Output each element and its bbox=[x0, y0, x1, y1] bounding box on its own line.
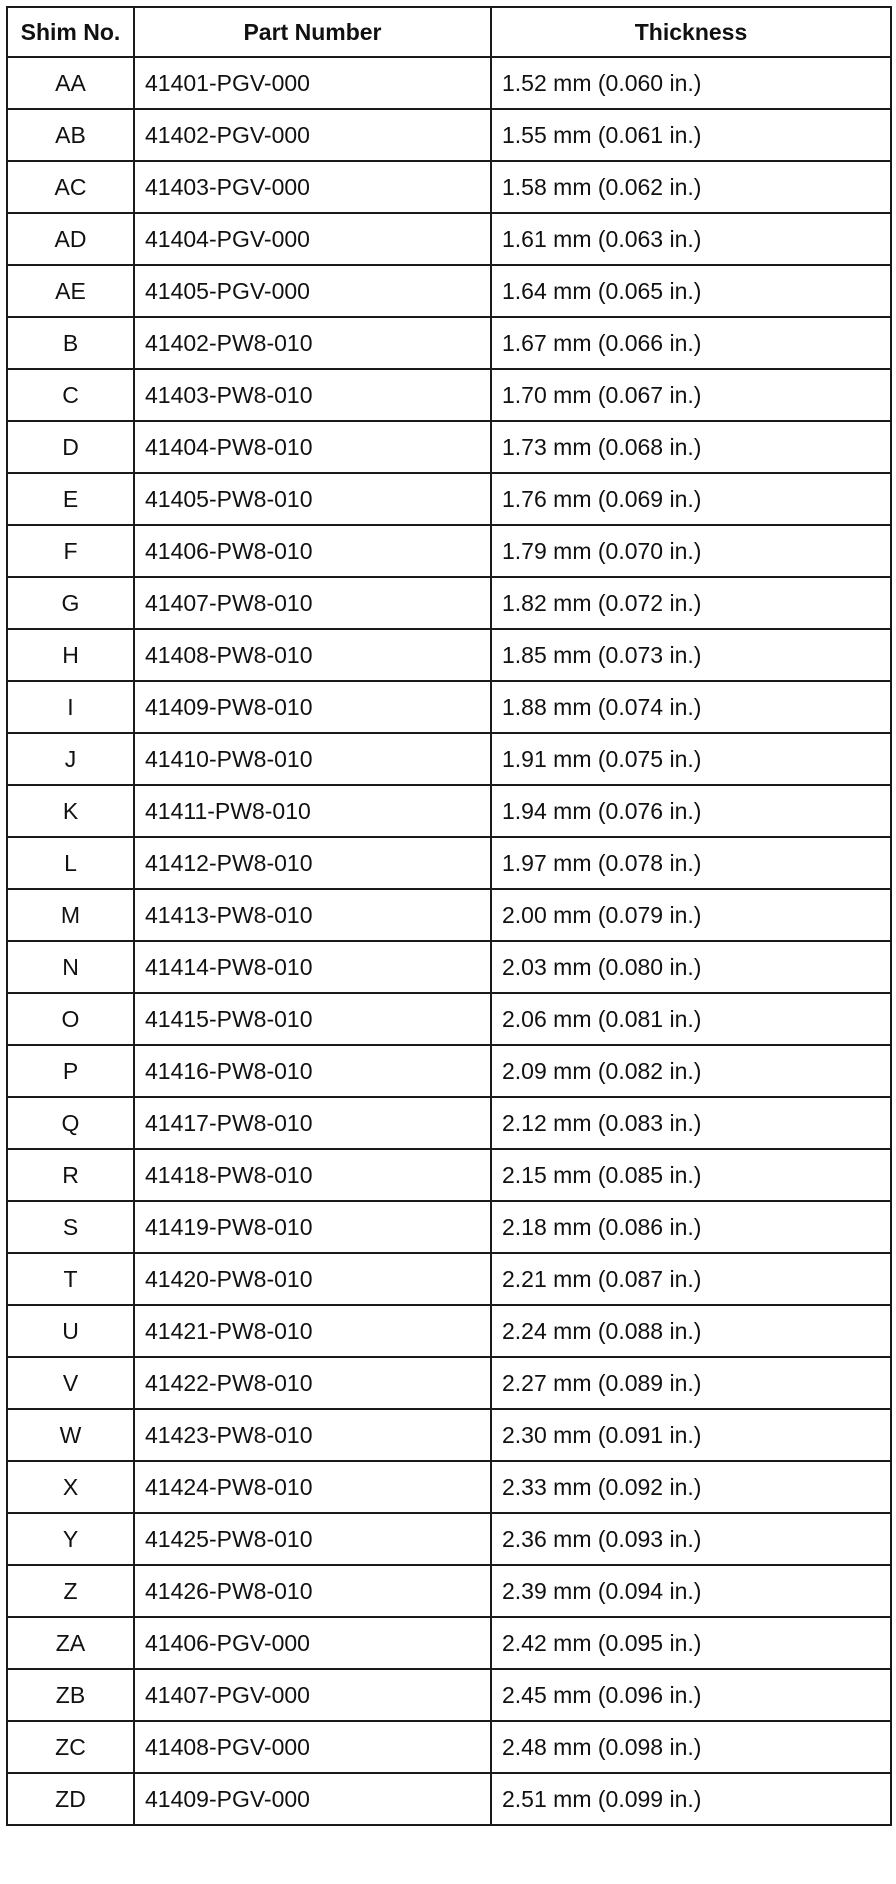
part-number-cell: 41409-PGV-000 bbox=[134, 1773, 491, 1825]
shim-cell: ZA bbox=[7, 1617, 134, 1669]
table-row bbox=[7, 1461, 891, 1513]
thickness-cell: 2.06 mm (0.081 in.) bbox=[491, 993, 891, 1045]
table-row bbox=[7, 57, 891, 109]
part-number-cell: 41406-PW8-010 bbox=[134, 525, 491, 577]
header-row bbox=[7, 7, 891, 57]
shim-cell: U bbox=[7, 1305, 134, 1357]
thickness-cell: 2.33 mm (0.092 in.) bbox=[491, 1461, 891, 1513]
thickness-cell: 1.70 mm (0.067 in.) bbox=[491, 369, 891, 421]
thickness-cell: 1.91 mm (0.075 in.) bbox=[491, 733, 891, 785]
part-number-cell: 41414-PW8-010 bbox=[134, 941, 491, 993]
shim-cell: R bbox=[7, 1149, 134, 1201]
thickness-cell: 2.21 mm (0.087 in.) bbox=[491, 1253, 891, 1305]
table-row bbox=[7, 213, 891, 265]
thickness-cell: 1.79 mm (0.070 in.) bbox=[491, 525, 891, 577]
thickness-cell: 2.12 mm (0.083 in.) bbox=[491, 1097, 891, 1149]
part-number-cell: 41423-PW8-010 bbox=[134, 1409, 491, 1461]
thickness-cell: 2.03 mm (0.080 in.) bbox=[491, 941, 891, 993]
table-row bbox=[7, 1617, 891, 1669]
part-number-cell: 41407-PGV-000 bbox=[134, 1669, 491, 1721]
shim-cell: Z bbox=[7, 1565, 134, 1617]
shim-cell: G bbox=[7, 577, 134, 629]
shim-cell: F bbox=[7, 525, 134, 577]
part-number-cell: 41410-PW8-010 bbox=[134, 733, 491, 785]
thickness-cell: 2.39 mm (0.094 in.) bbox=[491, 1565, 891, 1617]
part-number-cell: 41404-PW8-010 bbox=[134, 421, 491, 473]
table-row bbox=[7, 1149, 891, 1201]
shim-cell: Y bbox=[7, 1513, 134, 1565]
table-row bbox=[7, 1045, 891, 1097]
table-row bbox=[7, 889, 891, 941]
shim-cell: AD bbox=[7, 213, 134, 265]
table-row bbox=[7, 1669, 891, 1721]
shim-table-container bbox=[6, 6, 890, 1826]
thickness-cell: 1.76 mm (0.069 in.) bbox=[491, 473, 891, 525]
table-row bbox=[7, 109, 891, 161]
part-number-cell: 41411-PW8-010 bbox=[134, 785, 491, 837]
shim-cell: ZD bbox=[7, 1773, 134, 1825]
shim-cell: AE bbox=[7, 265, 134, 317]
thickness-cell: 1.97 mm (0.078 in.) bbox=[491, 837, 891, 889]
table-row bbox=[7, 1513, 891, 1565]
shim-cell: V bbox=[7, 1357, 134, 1409]
thickness-cell: 2.18 mm (0.086 in.) bbox=[491, 1201, 891, 1253]
shim-cell: X bbox=[7, 1461, 134, 1513]
part-number-cell: 41418-PW8-010 bbox=[134, 1149, 491, 1201]
table-row bbox=[7, 993, 891, 1045]
table-row bbox=[7, 1253, 891, 1305]
thickness-cell: 2.30 mm (0.091 in.) bbox=[491, 1409, 891, 1461]
thickness-cell: 2.00 mm (0.079 in.) bbox=[491, 889, 891, 941]
table-row bbox=[7, 1201, 891, 1253]
thickness-cell: 2.48 mm (0.098 in.) bbox=[491, 1721, 891, 1773]
table-row bbox=[7, 1773, 891, 1825]
shim-cell: D bbox=[7, 421, 134, 473]
shim-table bbox=[6, 6, 892, 1826]
thickness-cell: 1.94 mm (0.076 in.) bbox=[491, 785, 891, 837]
shim-cell: T bbox=[7, 1253, 134, 1305]
table-row bbox=[7, 941, 891, 993]
header-part-number: Part Number bbox=[134, 7, 491, 57]
part-number-cell: 41403-PW8-010 bbox=[134, 369, 491, 421]
table-row bbox=[7, 837, 891, 889]
thickness-cell: 1.52 mm (0.060 in.) bbox=[491, 57, 891, 109]
table-row bbox=[7, 265, 891, 317]
thickness-cell: 1.82 mm (0.072 in.) bbox=[491, 577, 891, 629]
part-number-cell: 41421-PW8-010 bbox=[134, 1305, 491, 1357]
header-shim-no: Shim No. bbox=[7, 7, 134, 57]
thickness-cell: 1.88 mm (0.074 in.) bbox=[491, 681, 891, 733]
shim-cell: W bbox=[7, 1409, 134, 1461]
thickness-cell: 1.58 mm (0.062 in.) bbox=[491, 161, 891, 213]
table-row bbox=[7, 681, 891, 733]
part-number-cell: 41408-PGV-000 bbox=[134, 1721, 491, 1773]
part-number-cell: 41408-PW8-010 bbox=[134, 629, 491, 681]
shim-cell: K bbox=[7, 785, 134, 837]
table-body bbox=[7, 57, 891, 1825]
shim-cell: S bbox=[7, 1201, 134, 1253]
thickness-cell: 1.61 mm (0.063 in.) bbox=[491, 213, 891, 265]
thickness-cell: 1.85 mm (0.073 in.) bbox=[491, 629, 891, 681]
shim-cell: Q bbox=[7, 1097, 134, 1149]
part-number-cell: 41407-PW8-010 bbox=[134, 577, 491, 629]
thickness-cell: 2.09 mm (0.082 in.) bbox=[491, 1045, 891, 1097]
table-row bbox=[7, 629, 891, 681]
thickness-cell: 2.27 mm (0.089 in.) bbox=[491, 1357, 891, 1409]
part-number-cell: 41402-PW8-010 bbox=[134, 317, 491, 369]
thickness-cell: 2.15 mm (0.085 in.) bbox=[491, 1149, 891, 1201]
shim-cell: J bbox=[7, 733, 134, 785]
part-number-cell: 41413-PW8-010 bbox=[134, 889, 491, 941]
part-number-cell: 41422-PW8-010 bbox=[134, 1357, 491, 1409]
part-number-cell: 41412-PW8-010 bbox=[134, 837, 491, 889]
table-row bbox=[7, 317, 891, 369]
thickness-cell: 1.55 mm (0.061 in.) bbox=[491, 109, 891, 161]
shim-cell: P bbox=[7, 1045, 134, 1097]
thickness-cell: 1.67 mm (0.066 in.) bbox=[491, 317, 891, 369]
part-number-cell: 41417-PW8-010 bbox=[134, 1097, 491, 1149]
table-row bbox=[7, 1721, 891, 1773]
thickness-cell: 2.36 mm (0.093 in.) bbox=[491, 1513, 891, 1565]
shim-cell: ZB bbox=[7, 1669, 134, 1721]
thickness-cell: 2.51 mm (0.099 in.) bbox=[491, 1773, 891, 1825]
table-row bbox=[7, 577, 891, 629]
table-row bbox=[7, 1565, 891, 1617]
part-number-cell: 41426-PW8-010 bbox=[134, 1565, 491, 1617]
shim-cell: O bbox=[7, 993, 134, 1045]
thickness-cell: 2.45 mm (0.096 in.) bbox=[491, 1669, 891, 1721]
table-row bbox=[7, 421, 891, 473]
shim-cell: B bbox=[7, 317, 134, 369]
part-number-cell: 41405-PW8-010 bbox=[134, 473, 491, 525]
shim-cell: C bbox=[7, 369, 134, 421]
shim-cell: AA bbox=[7, 57, 134, 109]
shim-cell: AC bbox=[7, 161, 134, 213]
part-number-cell: 41406-PGV-000 bbox=[134, 1617, 491, 1669]
shim-cell: N bbox=[7, 941, 134, 993]
table-row bbox=[7, 1409, 891, 1461]
thickness-cell: 1.73 mm (0.068 in.) bbox=[491, 421, 891, 473]
shim-cell: AB bbox=[7, 109, 134, 161]
shim-cell: L bbox=[7, 837, 134, 889]
part-number-cell: 41405-PGV-000 bbox=[134, 265, 491, 317]
shim-cell: I bbox=[7, 681, 134, 733]
shim-cell: H bbox=[7, 629, 134, 681]
table-row bbox=[7, 161, 891, 213]
table-row bbox=[7, 473, 891, 525]
part-number-cell: 41420-PW8-010 bbox=[134, 1253, 491, 1305]
thickness-cell: 2.42 mm (0.095 in.) bbox=[491, 1617, 891, 1669]
shim-cell: ZC bbox=[7, 1721, 134, 1773]
thickness-cell: 1.64 mm (0.065 in.) bbox=[491, 265, 891, 317]
shim-cell: E bbox=[7, 473, 134, 525]
table-row bbox=[7, 1097, 891, 1149]
shim-cell: M bbox=[7, 889, 134, 941]
part-number-cell: 41425-PW8-010 bbox=[134, 1513, 491, 1565]
part-number-cell: 41419-PW8-010 bbox=[134, 1201, 491, 1253]
part-number-cell: 41416-PW8-010 bbox=[134, 1045, 491, 1097]
part-number-cell: 41409-PW8-010 bbox=[134, 681, 491, 733]
table-row bbox=[7, 1305, 891, 1357]
part-number-cell: 41401-PGV-000 bbox=[134, 57, 491, 109]
header-thickness: Thickness bbox=[491, 7, 891, 57]
table-row bbox=[7, 1357, 891, 1409]
table-row bbox=[7, 369, 891, 421]
part-number-cell: 41424-PW8-010 bbox=[134, 1461, 491, 1513]
table-row bbox=[7, 733, 891, 785]
part-number-cell: 41402-PGV-000 bbox=[134, 109, 491, 161]
part-number-cell: 41403-PGV-000 bbox=[134, 161, 491, 213]
thickness-cell: 2.24 mm (0.088 in.) bbox=[491, 1305, 891, 1357]
table-row bbox=[7, 525, 891, 577]
table-row bbox=[7, 785, 891, 837]
part-number-cell: 41404-PGV-000 bbox=[134, 213, 491, 265]
part-number-cell: 41415-PW8-010 bbox=[134, 993, 491, 1045]
